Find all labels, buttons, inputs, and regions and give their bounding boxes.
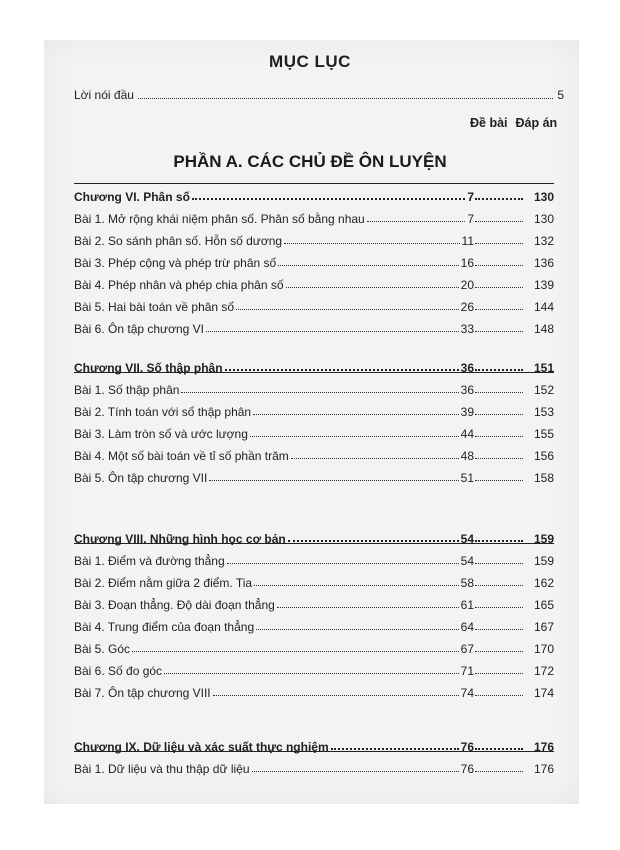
dot-leader: [253, 414, 459, 415]
dot-leader: [475, 392, 523, 393]
toc-row: [74, 204, 554, 226]
toc-row: [74, 590, 554, 612]
dot-leader: [475, 414, 523, 415]
row-page-dap-an: 162: [533, 576, 554, 590]
column-de-bai: Đề bài: [470, 116, 508, 130]
row-page-dap-an: 144: [533, 300, 554, 314]
row-page-de-bai: 74: [460, 686, 474, 700]
row-page-dap-an: 153: [533, 405, 554, 419]
row-label: Bài 3. Phép cộng và phép trừ phân số: [74, 256, 277, 270]
row-page-dap-an: 167: [533, 620, 554, 634]
row-page-dap-an: 130: [533, 190, 554, 204]
dot-leader: [475, 221, 523, 222]
row-page-dap-an: 132: [533, 234, 554, 248]
dot-leader: [475, 540, 523, 542]
row-page-de-bai: 11: [461, 234, 474, 248]
dot-leader: [475, 629, 523, 630]
column-headers: [470, 116, 557, 130]
dot-leader: [475, 458, 523, 459]
row-page-de-bai: 7: [467, 212, 474, 226]
row-label: Bài 1. Dữ liệu và thu thập dữ liệu: [74, 762, 250, 776]
dot-leader: [367, 221, 466, 222]
row-page-de-bai: 20: [460, 278, 474, 292]
dot-leader: [225, 369, 459, 371]
row-page-de-bai: 54: [460, 532, 474, 546]
row-page-dap-an: 136: [533, 256, 554, 270]
row-page-de-bai: 64: [460, 620, 474, 634]
row-page-de-bai: 54: [460, 554, 474, 568]
toc-row: [74, 375, 554, 397]
row-label: Bài 5. Hai bài toán về phân số: [74, 300, 235, 314]
toc-row: [74, 546, 554, 568]
dot-leader: [278, 265, 458, 266]
dot-leader: [252, 771, 459, 772]
dot-leader: [250, 436, 459, 437]
row-label: Bài 6. Số đo góc: [74, 664, 163, 678]
row-label: Bài 2. Tính toán với số thập phân: [74, 405, 252, 419]
row-page-dap-an: 176: [533, 762, 554, 776]
dot-leader: [213, 695, 459, 696]
foreword-row: [74, 88, 564, 103]
row-page-de-bai: 39: [460, 405, 474, 419]
toc-row: [74, 419, 554, 441]
row-page-de-bai: 33: [460, 322, 474, 336]
column-dap-an: Đáp án: [515, 116, 558, 130]
foreword-page: 5: [557, 88, 564, 102]
dot-leader: [286, 287, 459, 288]
dot-leader: [475, 331, 523, 332]
row-page-dap-an: 139: [533, 278, 554, 292]
row-page-dap-an: 174: [533, 686, 554, 700]
dot-leader: [475, 607, 523, 608]
dot-leader: [284, 243, 459, 244]
row-page-de-bai: 48: [460, 449, 474, 463]
row-page-dap-an: 148: [533, 322, 554, 336]
row-page-dap-an: 165: [533, 598, 554, 612]
toc-row-chapter-6: [74, 182, 554, 204]
row-label: Bài 4. Phép nhân và phép chia phân số: [74, 278, 284, 292]
row-label: Bài 1. Mở rộng khái niệm phân số. Phân số bằng nhau: [74, 212, 365, 226]
toc-row: [74, 568, 554, 590]
row-label: Bài 2. So sánh phân số. Hỗn số dương: [74, 234, 283, 248]
row-label: Chương VIII. Những hình học cơ bản: [74, 532, 286, 546]
toc-row: [74, 678, 554, 700]
row-label: Bài 1. Điểm và đường thẳng: [74, 554, 225, 568]
row-label: Bài 5. Ôn tập chương VII: [74, 471, 208, 485]
dot-leader: [138, 98, 553, 99]
row-label: Chương VI. Phân số: [74, 190, 190, 204]
row-page-dap-an: 159: [533, 554, 554, 568]
dot-leader: [475, 651, 523, 652]
row-page-dap-an: 151: [533, 361, 554, 375]
toc-row: [74, 463, 554, 485]
row-label: Bài 4. Một số bài toán về tỉ số phần trăm: [74, 449, 289, 463]
row-label: Bài 1. Số thập phân: [74, 383, 180, 397]
toc-row: [74, 441, 554, 463]
dot-leader: [206, 331, 459, 332]
row-page-de-bai: 7: [467, 190, 474, 204]
dot-leader: [475, 265, 523, 266]
row-label: Bài 5. Góc: [74, 642, 131, 656]
row-label: Chương VII. Số thập phân: [74, 361, 223, 375]
row-page-de-bai: 67: [460, 642, 474, 656]
row-label: Chương IX. Dữ liệu và xác suất thực nghiệm: [74, 740, 329, 754]
row-page-de-bai: 76: [460, 762, 474, 776]
dot-leader: [227, 563, 459, 564]
dot-leader: [475, 480, 523, 481]
row-page-dap-an: 152: [533, 383, 554, 397]
toc-title: MỤC LỤC: [269, 52, 351, 71]
dot-leader: [475, 748, 523, 750]
row-label: Bài 3. Đoạn thẳng. Độ dài đoạn thẳng: [74, 598, 275, 612]
row-label: Bài 4. Trung điểm của đoạn thẳng: [74, 620, 255, 634]
dot-leader: [192, 198, 465, 200]
dot-leader: [475, 771, 523, 772]
dot-leader: [475, 695, 523, 696]
row-label: Bài 7. Ôn tập chương VIII: [74, 686, 211, 700]
row-page-de-bai: 76: [460, 740, 474, 754]
dot-leader: [475, 563, 523, 564]
row-page-de-bai: 36: [460, 361, 474, 375]
dot-leader: [475, 287, 523, 288]
row-page-dap-an: 158: [533, 471, 554, 485]
toc-row: [74, 292, 554, 314]
row-label: Bài 2. Điểm nằm giữa 2 điểm. Tia: [74, 576, 253, 590]
toc-row: [74, 634, 554, 656]
row-page-de-bai: 44: [460, 427, 474, 441]
row-label: Bài 3. Làm tròn số và ước lượng: [74, 427, 248, 441]
row-page-dap-an: 170: [533, 642, 554, 656]
row-page-dap-an: 159: [533, 532, 554, 546]
row-page-de-bai: 61: [460, 598, 474, 612]
toc-row: [74, 656, 554, 678]
dot-leader: [475, 309, 523, 310]
dot-leader: [288, 540, 459, 542]
dot-leader: [236, 309, 459, 310]
row-page-de-bai: 71: [460, 664, 474, 678]
dot-leader: [277, 607, 459, 608]
dot-leader: [475, 585, 523, 586]
row-page-dap-an: 176: [533, 740, 554, 754]
dot-leader: [164, 673, 459, 674]
row-page-de-bai: 16: [460, 256, 474, 270]
toc-row: [74, 226, 554, 248]
row-page-dap-an: 156: [533, 449, 554, 463]
toc-row: [74, 314, 554, 336]
toc-row: [74, 248, 554, 270]
row-page-de-bai: 51: [460, 471, 474, 485]
dot-leader: [475, 673, 523, 674]
dot-leader: [291, 458, 459, 459]
dot-leader: [331, 748, 459, 750]
toc-row: [74, 270, 554, 292]
row-page-de-bai: 26: [460, 300, 474, 314]
toc-row-chapter-7: [74, 353, 554, 375]
dot-leader: [254, 585, 459, 586]
toc-row: [74, 754, 554, 776]
row-page-dap-an: 172: [533, 664, 554, 678]
dot-leader: [256, 629, 459, 630]
part-heading: PHẦN A. CÁC CHỦ ĐỀ ÔN LUYỆN: [173, 152, 447, 171]
foreword-label: Lời nói đầu: [74, 88, 134, 102]
dot-leader: [132, 651, 459, 652]
dot-leader: [475, 436, 523, 437]
dot-leader: [181, 392, 458, 393]
row-page-dap-an: 155: [533, 427, 554, 441]
toc-row: [74, 612, 554, 634]
row-label: Bài 6. Ôn tập chương VI: [74, 322, 204, 336]
dot-leader: [209, 480, 458, 481]
toc-row-chapter-8: [74, 524, 554, 546]
toc-row: [74, 397, 554, 419]
row-page-de-bai: 36: [460, 383, 474, 397]
row-page-dap-an: 130: [533, 212, 554, 226]
row-page-de-bai: 58: [460, 576, 474, 590]
dot-leader: [475, 369, 523, 371]
toc-row-chapter-9: [74, 732, 554, 754]
dot-leader: [475, 243, 523, 244]
dot-leader: [475, 198, 523, 200]
